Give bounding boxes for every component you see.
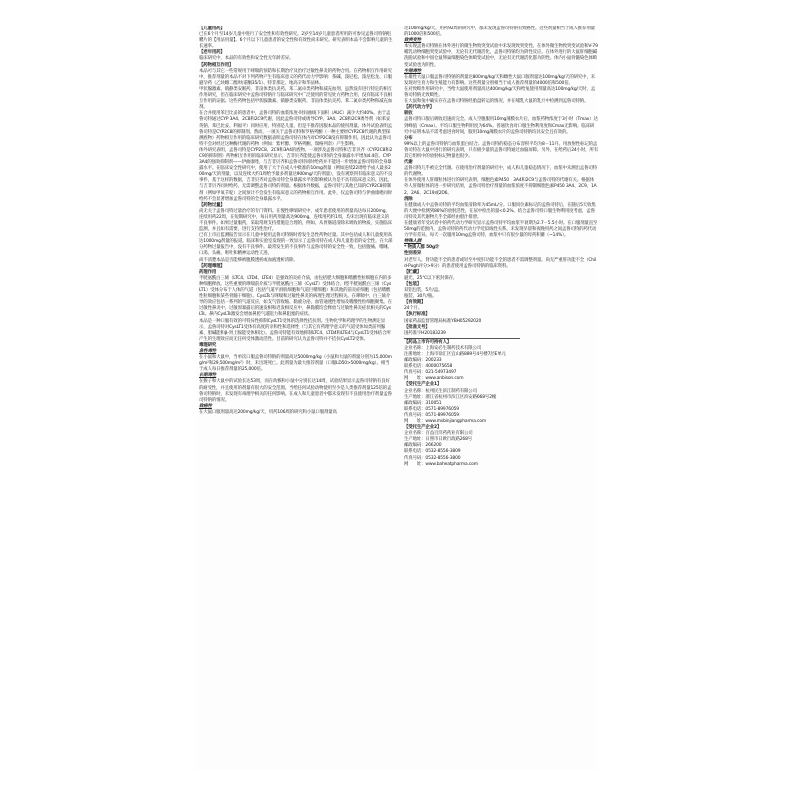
left-paragraph: 已在6个月至14岁儿童中进行了安全性和有效性研究。2岁至14岁儿童患者所用的可参见孟鲁司特钠咀嚼片的【用法用量】。6个月以下儿童患者的安全性和有效性尚未研究。研究表明本品不会影响儿童的生长速率。 (199, 32, 393, 50)
left-section-heading: 【老年用药】 (199, 50, 225, 56)
right-paragraph: 网 址：www.baheatpharma.com (404, 461, 478, 467)
left-section-heading: 【药理毒理】 (199, 263, 225, 269)
right-paragraph: 双铝包装，5片/盒。 (404, 288, 443, 294)
right-paragraph: 联系电话：0532-8556-3809 (404, 449, 461, 455)
left-section-heading: 【药物过量】 (199, 202, 225, 208)
right-subheading: 致突变性 (404, 38, 422, 44)
right-paragraph: 本实现孟鲁司特钠在体外进行的微生物致突变试验中未发现致突变性。在体外微生物致突变试验和V-79哺乳动物细胞突变试验中，无论有无代谢活化，孟鲁司特钠均为阴性反应。在体外进行的大鼠肝细胞碱洗脱试验和中国仓鼠卵巢细胞染色体畸变试验中，无论有无代谢活化都为阴性。体内小鼠骨髓染色体畸变试验也为阴性。 (404, 44, 598, 68)
right-paragraph: 企业名称：上海安必生制药技术有限公司 (404, 345, 482, 351)
left-paragraph: 半胱氨酰白三烯（LTC4、LTD4、LTE4）是强效的炎症介质，由包括肥大细胞和嗜酸性粒细胞在内的多种细胞释放。这些重要的哮喘前介质与半胱氨酰白三烯（CysLT）受体结合。I型半胱氨酰白三烯（CysLT1）受体分布于人体的气道（包括气道平滑肌细胞和气道巨噬细胞）和其他的前炎症细胞（包括嗜酸性粒细胞和某些骨髓干细胞）。CysLTs与哮喘和过敏性鼻炎的病理生理过程相关。在哮喘中，白三烯介导的效应包括一系列的气道反应，如支气管收缩、黏液分泌、血管通透性增加及嗜酸性粒细胞聚集。在过敏性鼻炎中，过敏原暴露后的速发相和迟发相反应中，鼻黏膜均会释放与过敏性鼻炎症状相关的CysLTs。鼻内CysLTs激发会增加鼻腔气道阻力和鼻阻塞的症状。 (199, 275, 392, 318)
left-paragraph: 已有上市后监测报告显示在儿童中使用孟鲁司特钠时曾发生急性药物过量。其中包括成人和儿童使用高达1000mg剂量的报道。临床和实验室发现的一致显示了孟鲁司特在成人和儿童患者的安全性。在大部分药物过量报告中，没有不良事件。最常发生的不良事件与孟鲁司特的安全性一致，包括腹痛、嗜睡、口渴、头痛、呕吐和精神运动性亢进。 (199, 233, 393, 257)
right-paragraph: 联系电话：4000075658 (404, 364, 453, 370)
left-paragraph: 在合并使用苯巴比妥的患者中，孟鲁司特的血浆浓度-时间曲线下面积（AUC）减少大约40%。由于孟鲁司特通过CYP 3A4、2C8和2C9代谢，因此孟鲁司特或诱导CYP、3A4、2C8和2C9诱导剂（如苯妥英钠、苯巴比妥、利福平）同时应用，特别是儿童，但是不推荐因服本品的使用剂量。体外试验表明孟鲁司特是CYP2C8的抑制剂。然而，一项关于孟鲁司特和罗格列酮（一种主要经CYP2C8代谢的典型探测底物）药物相互作用的临床研究数据表明孟鲁司特在体内对CYP2C8没有抑制作用。因此认为孟鲁司特不会对经过这种酶代谢的药物（例如：紫杉醇、罗格列酮、瑞格列奈）产生影响。 (199, 111, 392, 147)
right-paragraph: 在健康青年受试者中的药代动力学研究显示孟鲁司特平均血浆半衰期为2.7－5.5小时。在口服剂量直至50mg的范围内，孟鲁司特的药代动力学近似线性关系。未发现早晨和夜晚用药之间孟鲁司特的药代动力学有差异。每天一次服用10mg孟鲁司特，血浆中只有很少量的母药积蓄（~14%）。 (404, 221, 598, 239)
left-paragraph: 在小鼠和大鼠中，当单次口服孟鲁司特钠的剂量高达5000mg/kg（小鼠和大鼠的剂量分别为15,000mg/m²和29,500mg/m²）时，未出现死亡。此剂量为最大推荐剂量（口服LD50>5000mg/kg）。相当于成人每日推荐剂量的25,000倍。 (199, 355, 392, 373)
right-paragraph: 邮政编码：310051 (404, 400, 442, 406)
right-paragraph: 在体外使用人肝微粒体进行的研究表明，细胞色素P450 3A4和2C9与孟鲁司特的代谢有关。根据体外人肝微粒体的进一步研究结果，孟鲁司特治疗剂量的血浆浓度不抑制细胞色素P450 3A4、2C9、1A2、2A6、2C19或2D6。 (404, 178, 597, 196)
left-paragraph: 甲状腺激素、镇静类安眠药、非甾体类抗炎药、苯二氮卓类药物和减充血剂，虽然没有进行特定的相互作用研究，但在临床研究中孟鲁司特钠片与临床研究中广泛使用的常见处方药物合用，没有临床不良相互作用的证据。这些药物包括甲状腺激素、镇静类安眠药、非甾体类抗炎药、苯二氮卓类药物和减充血剂。 (199, 86, 392, 111)
right-section-heading: 【贮藏】 (404, 269, 422, 275)
right-paragraph: 国药准字H20183239 (404, 330, 446, 336)
right-paragraph: 企业名称：杭州民生滨江制药有限公司 (404, 388, 477, 394)
right-paragraph: 联系电话：0571-89976059 (404, 406, 459, 412)
right-section-heading: 【批准文号】 (404, 324, 430, 330)
right-paragraph: 避光，25℃以下密封保存。 (404, 275, 458, 281)
right-section-heading: 【包装】 (404, 281, 422, 287)
right-paragraph: 孟鲁司特口服后吸收迅速而完全。成人空腹服用10mg薄膜衣片后，血浆药物浓度于3小时（Tmax）达到峰值（Cmax）。平均口服生物利用度为64%。普通饮食对口服生物利用度和Cmax无影响。临床研究中证明本品不需考虑进食时间，服用10mg薄膜衣片的孟鲁司特钠均具安全且有效的。 (404, 117, 598, 135)
right-paragraph: 在大鼠和兔中确实存在孟鲁司特钠经胎盘转运的情况，并在哺乳大鼠的乳汁中检测到孟鲁司特钠。 (404, 99, 589, 105)
right-paragraph: 对老年人，肾功能不全的患者或轻至中度肝功能不全的患者不需调整剂量。尚无严重肝功能不全（Child-Pugh评分>9分）的患者使用孟鲁司特钠的临床资料。 (404, 257, 597, 269)
right-section-heading: * 物质人群 50g计 (404, 245, 440, 251)
right-subheading: 生殖毒性 (404, 68, 422, 74)
left-paragraph: 在猴子和大鼠中的试验长达53周，而在幼猴和小鼠中分别长达14周，试验结果显示孟鲁司特钠有良好的耐受性，并且使用的剂量有很大的安全范围。当给任何试验动物使用至少是人类推荐剂量125倍的孟鲁司特钠时，未发现有毒理学相关的任何影响。在成人和儿童患者中都未发现有不良使用治疗剂量孟鲁司特钠的情况。 (199, 379, 392, 403)
right-paragraph: 网 址：www.anbison.com (404, 376, 464, 382)
right-paragraph: 99%以上的孟鲁司特钠与血浆蛋白结合。孟鲁司特的稳态分布容积平均为8－11升。用放射性标记的孟鲁司特在大鼠中进行的研究表明，只有极少量的孟鲁司特通过血脑屏障。另外，在给药后24小时，所有其它组织中的放射标记物量也很少。 (404, 141, 598, 159)
right-section-heading: 分布 (404, 135, 413, 141)
right-paragraph: 国家药品监督管理局标准YBH05292020 (404, 318, 482, 324)
right-section-heading: 【药代动力学】 (404, 105, 435, 111)
right-section-heading: 吸收 (404, 111, 413, 117)
right-paragraph: 生产地址：浙江省杭州市滨江区滨安路668号2幢 (404, 394, 497, 400)
right-section-heading: 【受托生产企业1】 (404, 382, 442, 388)
left-section-heading: 【药物相互作用】 (199, 62, 234, 68)
right-paragraph: 在健康成人中孟鲁司特的平均血浆清除率为45mL/分。口服同位素标记的孟鲁司特后，在随后5天收集的大便中检测到86%的放射活性，在尿中检出的量<0.2%。结合孟鲁司特口服生物利用度考虑，孟鲁司特及其代谢物几乎全部经由胆汁排泄。 (404, 202, 596, 220)
right-section-heading: 消除 (404, 196, 413, 202)
right-section-heading: 【有效期】 (404, 300, 426, 306)
right-paragraph: 在雄性大鼠口服孟鲁司特钠的剂量达800mg/kg/天和雌性大鼠口服剂量达100mg/kg/天的研究中，未发现对生育力和生殖能力有影响。这些剂量分别相当于成人推荐剂量的4000倍和500倍。 (404, 74, 596, 86)
right-section-heading: 【受托生产企业2】 (404, 425, 442, 431)
right-paragraph: 传真号码：021-54973497 (404, 370, 457, 376)
left-paragraph: 临床研究中，本品的有效性和安全性无年龄差异。 (199, 56, 294, 62)
right-column (404, 26, 598, 770)
right-paragraph: 网 址：www.msbinjiangpharma.com (404, 419, 487, 424)
right-section-heading: 【药品上市许可持有人】 (404, 339, 452, 345)
left-paragraph: 尚无关于孟鲁司特过量治疗的专门资料。在慢性哮喘研究中，成年患者使用的剂量高达每日200mg，连续用药22周，在短期研究中，每日用药剂量高达900mg，连续用药约1周，均未出现有临床意义的不良事件。如果过量服药，采取常规支持措施是合理的，例如，从胃肠道清除未吸收的物质，实施临床监测，并且如有需要，进行支持性治疗。 (199, 208, 392, 233)
right-paragraph: 孟鲁司特几乎被完全代谢。在使用治疗剂量的研究中，成人和儿童稳态情况下，血浆中未测出孟鲁司特的代谢物。 (404, 166, 597, 178)
right-paragraph: 在对致畸作用研究中，当给大鼠使用剂量高达400mg/kg/天和给兔使用剂量高达100mg/kg/天时，孟鲁司特钠无致畸性。 (404, 86, 596, 99)
right-paragraph: 注册地址：上海市徐汇区宜山路889号4号楼7层E单元 (404, 351, 506, 357)
right-section-heading: 【执行标准】 (404, 312, 430, 318)
right-paragraph: 24个月。 (404, 306, 423, 312)
right-paragraph: 邮政编码：266200 (404, 443, 442, 449)
left-paragraph: 尚不清楚本品是否能够被腹膜透析或血液透析清除。 (199, 257, 298, 263)
left-section-heading: 【儿童用药】 (199, 26, 225, 31)
right-subheading: 特殊人群 (404, 239, 422, 245)
left-section-heading: 药理作用 (199, 269, 217, 275)
right-paragraph: 达100mg/kg/天，用药92周的研究中，都未发现孟鲁司特钠有致癌性。这些剂量相当于成人推荐剂量的1000倍和500倍。 (404, 26, 595, 38)
section-divider (404, 338, 520, 339)
left-subheading: 急性毒性 (199, 348, 217, 354)
right-section-heading: 代谢 (404, 160, 413, 166)
left-section-heading: 毒理研究 (199, 342, 217, 348)
leaflet-page (196, 26, 596, 770)
left-subheading: 长期毒性 (199, 373, 217, 379)
right-paragraph: 传真号码：0571-89976059 (404, 412, 459, 418)
left-paragraph: 体外研究表明，孟鲁司特是CYP2C8、2C9和3A4的底物。一项涉及孟鲁司特和吉非贝齐（CYP2C8和2C9的抑制剂）药物相互作用的临床研究显示，吉非贝齐能使孟鲁司特的全身暴露水平增加4.4倍。CYP3A4的强效抑制剂——伊曲康唑，与吉非贝齐和孟鲁司特同时给药并不能进一步增加孟鲁司特的全身暴露水平。在临床安全性研究中，使用了大于在成人中批准的10mg剂量（例如连续22周给予成人最多200mg/天的剂量，以及连续大约1周给予最多剂量达900mg/天的剂量），没有观察到有临床意义的不良事件，基于这样的数据，吉非贝齐对孟鲁司特全身暴露水平的影响被认为是不具有临床意义的。因此，与吉非贝齐同时给药，无需调整孟鲁司特的剂量。根据体外数据，孟鲁司特与其他已知的CYP2C8抑制剂（例如甲氧苄啶）之间预计不会发生有临床意义的药物相互作用。此外，仅孟鲁司特与伊曲康唑同时给药不会显著增加孟鲁司特的全身暴露水平。 (199, 147, 393, 202)
right-paragraph: 邮政编码：200233 (404, 358, 442, 364)
right-paragraph: 瓶装，30片/瓶。 (404, 294, 437, 300)
left-paragraph: 在大鼠口服剂量高达200mg/kg/天、用药106周的研究和小鼠口服剂量高 (199, 409, 337, 415)
right-paragraph: 生产地址：日照市日欧行政路268号 (404, 437, 473, 443)
left-subheading: 致癌性 (199, 403, 212, 409)
right-section-heading: 性别差异 (404, 251, 422, 257)
right-paragraph: 企业名称：百益百洋药药业有限公司 (404, 431, 473, 437)
left-column (199, 26, 393, 770)
left-paragraph: 本品可与其它一些常规用于哮喘的预防和长期治疗及治疗过敏性鼻炎的药物合用。在药物相互作用研究中，推荐剂量的本品不对下列药物产生有临床意义的药代动力学影响：茶碱、泼尼松、泼尼松龙、口服避孕药（乙炔雌二醇/炔诺酮35/1）、特非那定、地高辛和华法林。 (199, 68, 392, 86)
right-paragraph: 传真号码：0532-8556-3800 (404, 455, 461, 461)
left-paragraph: 本品是一种口服有效的可特异性抑制CysLT1受体的选择性拮抗剂。生物化学和药理学的生物测定显示，孟鲁司特对CysLT1受体有高度的亲和性和选择性（与其它有药理学意义的气道受体如类前列腺素、胆碱能和β-肾上腺能受体相比）。孟鲁司特能有效地抑制LTC4、LTD4和LTE4与CysLT1受体结合所产生的生理效应而无任何受体激动活性。目前的研究认为孟鲁司特并不拮抗CysLT2受体。 (199, 318, 391, 342)
